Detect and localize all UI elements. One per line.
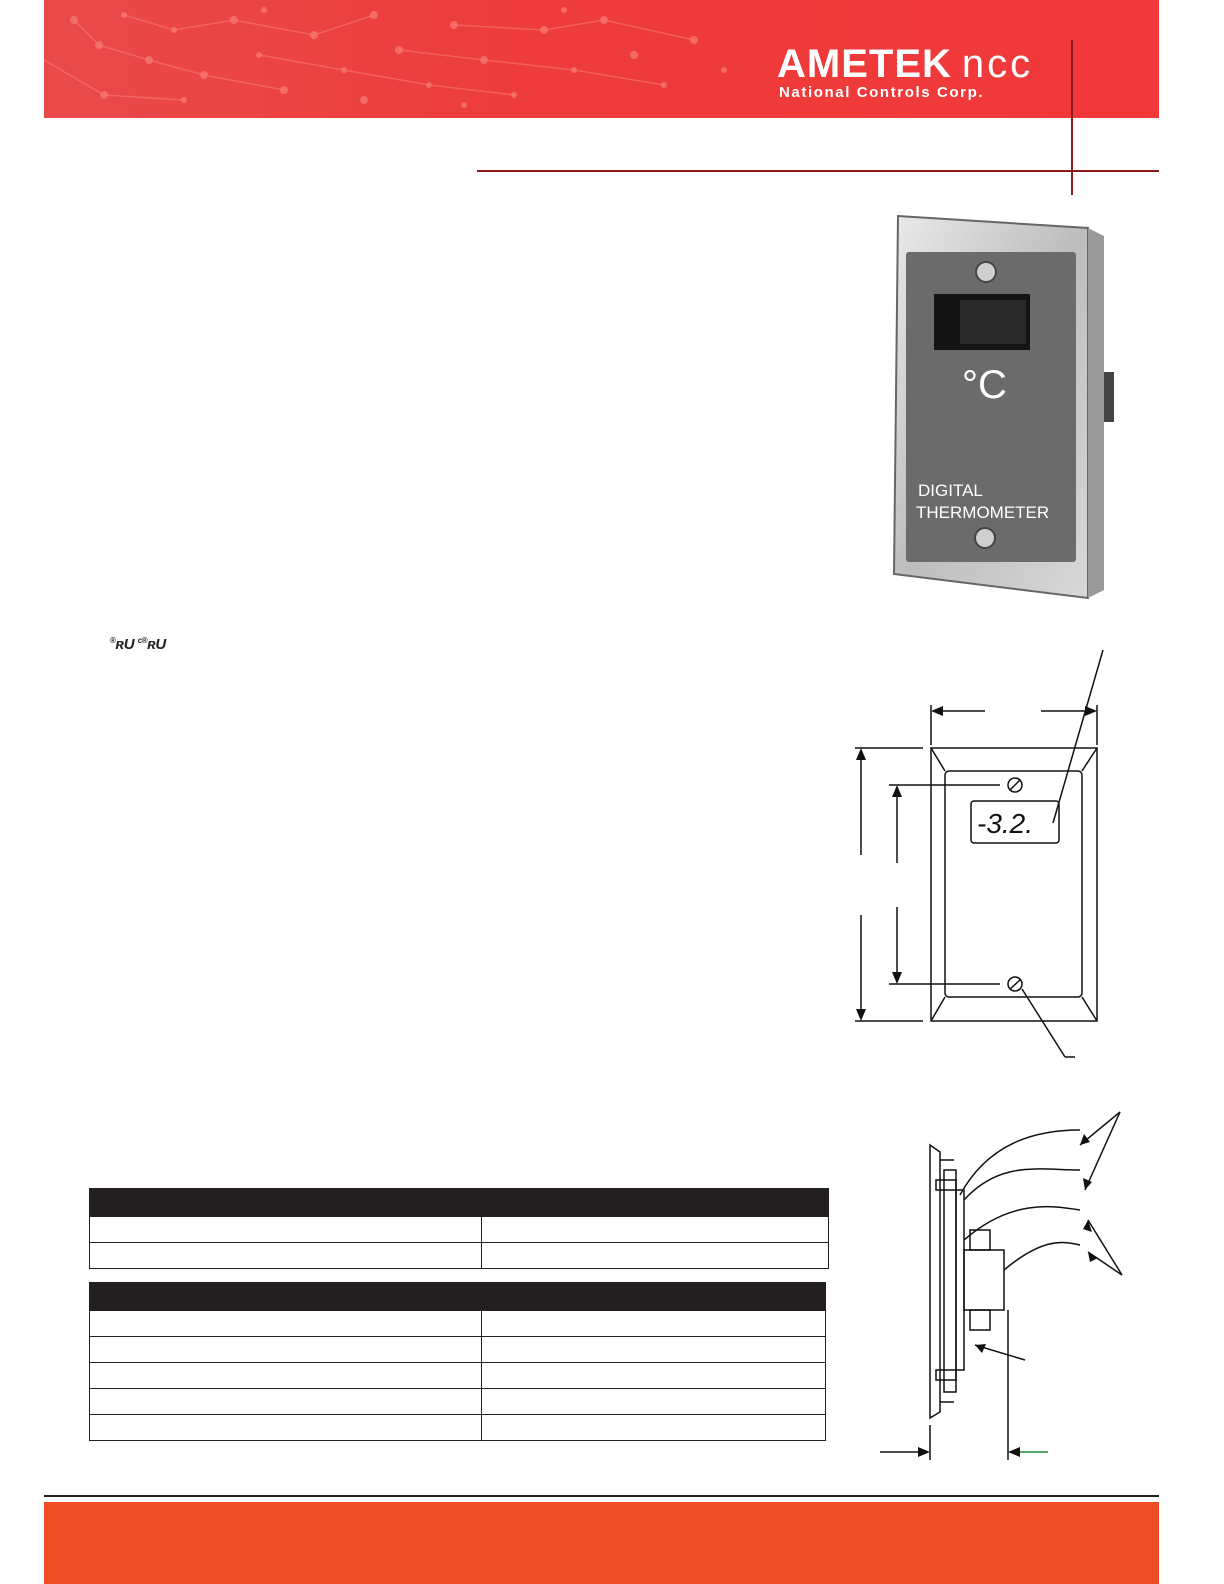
- table-cell: [482, 1389, 826, 1415]
- spec-table-2: [89, 1282, 826, 1441]
- table-row: [90, 1243, 829, 1269]
- table-row: [90, 1363, 826, 1389]
- brand-name: AMETEK: [777, 42, 952, 86]
- table-cell: [482, 1337, 826, 1363]
- table-row: [90, 1337, 826, 1363]
- table-row: [90, 1217, 829, 1243]
- side-dimension-drawing: [870, 1100, 1150, 1470]
- front-dimension-drawing: [845, 645, 1115, 1065]
- header-banner: [44, 0, 1159, 118]
- table-cell: [90, 1415, 482, 1441]
- table-row: [90, 1389, 826, 1415]
- table-cell: [90, 1217, 482, 1243]
- ul-certification-marks: [110, 636, 166, 653]
- circuit-board-pattern: [44, 0, 744, 118]
- table-cell: [482, 1415, 826, 1441]
- cul-recognized-icon: ʀU: [147, 636, 166, 653]
- brand-logo: [777, 42, 1033, 86]
- table-cell: [482, 1311, 826, 1337]
- display-reading: -3.2.: [977, 808, 1034, 839]
- table-header: [90, 1283, 826, 1311]
- product-photo: [890, 212, 1122, 602]
- table-cell: [482, 1243, 829, 1269]
- table-cell: [90, 1311, 482, 1337]
- ul-recognized-icon: ʀU: [115, 636, 135, 653]
- footer-bar: [44, 1502, 1159, 1584]
- table-cell: [90, 1363, 482, 1389]
- header-horizontal-rule: [477, 170, 1159, 172]
- spec-table-1: [89, 1188, 829, 1269]
- brand-subtitle: National Controls Corp.: [779, 84, 985, 101]
- brand-suffix: ncc: [961, 42, 1034, 86]
- ul-registered-icon: ®: [110, 636, 116, 645]
- footer-rule: [44, 1495, 1159, 1497]
- table-cell: [90, 1389, 482, 1415]
- table-row: [90, 1311, 826, 1337]
- cul-registered-icon: c®: [137, 636, 148, 645]
- photo-label-line2: THERMOMETER: [916, 503, 1050, 522]
- photo-label-line1: DIGITAL: [918, 481, 983, 500]
- table-cell: [90, 1243, 482, 1269]
- table-row: [90, 1415, 826, 1441]
- unit-symbol: °C: [962, 363, 1007, 407]
- table-cell: [90, 1337, 482, 1363]
- table-cell: [482, 1363, 826, 1389]
- table-header: [90, 1189, 829, 1217]
- table-cell: [482, 1217, 829, 1243]
